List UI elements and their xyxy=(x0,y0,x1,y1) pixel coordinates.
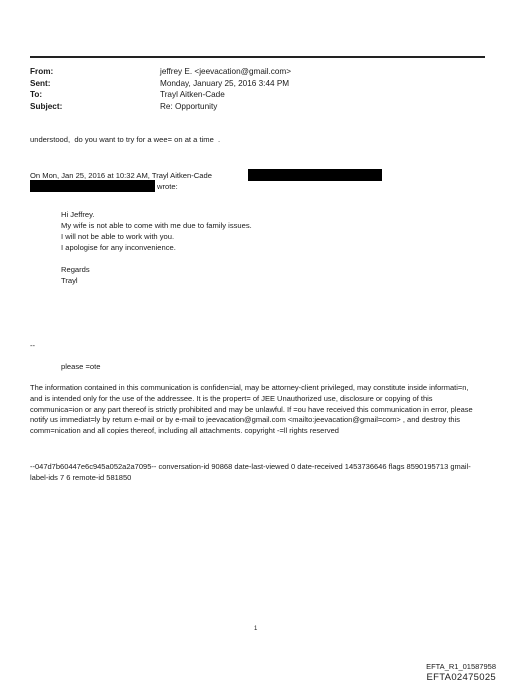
to-value: Trayl Aitken-Cade xyxy=(160,90,225,99)
sent-row xyxy=(30,78,291,90)
redaction-box xyxy=(30,180,155,192)
please-note: please =ote xyxy=(61,362,101,371)
email-header xyxy=(30,66,291,112)
reply-text: understood, do you want to try for a wee= on at a time . xyxy=(30,135,221,144)
subject-value: Re: Opportunity xyxy=(160,101,218,111)
quoted-line: I will not be able to work with you. xyxy=(61,232,175,241)
document-id-secondary: EFTA02475025 xyxy=(426,672,496,683)
quoted-line: Hi Jeffrey. xyxy=(61,210,95,219)
subject-label: Subject: xyxy=(30,101,63,111)
from-row xyxy=(30,66,291,78)
confidentiality-disclaimer: The information contained in this communication is confiden=ial, may be attorney-client privileged, may constitute inside informati=n, and is intended only for the use of the addressee. It is the propert= of JEE Unauthorized use, disclosure or copying of this communica=ion or any part thereof is strictly prohibited and may be unlawful. If =ou have received this communication in error, please notify us immediat=ly by return e-mail or by e-mail to jeevacation@gmail.com <mailto:jeevacation@gmail=com> , and destroy this comm=nication and all copies thereof, including all attachments. copyright -=ll rights reserved xyxy=(30,383,473,436)
quoted-line: Regards xyxy=(61,265,90,274)
to-label: To: xyxy=(30,90,43,99)
quoted-line: Trayl xyxy=(61,276,78,285)
message-metadata: --047d7b60447e6c945a052a2a7095-- conversation-id 90868 date-last-viewed 0 date-received 1453736646 flags 8590195713 gmail-label-ids 7 6 remote-id 581850 xyxy=(30,462,471,482)
header-rule xyxy=(30,56,485,58)
subject-row xyxy=(30,101,291,113)
quoted-message xyxy=(61,209,252,286)
document-id-primary: EFTA_R1_01587958 xyxy=(426,662,496,671)
page-number: 1 xyxy=(254,626,258,632)
signature-dashes: -- xyxy=(30,341,36,350)
redaction-box xyxy=(248,169,382,181)
to-row xyxy=(30,89,291,101)
sent-value: Monday, January 25, 2016 3:44 PM xyxy=(160,78,290,88)
quote-intro: On Mon, Jan 25, 2016 at 10:32 AM, Trayl Aitken-Cade xyxy=(30,171,212,180)
quoted-line: My wife is not able to come with me due to family issues. xyxy=(61,221,252,230)
from-label: From: xyxy=(30,67,54,76)
sent-label: Sent: xyxy=(30,78,51,88)
quoted-line xyxy=(61,253,252,264)
quote-wrote: wrote: xyxy=(157,182,178,191)
quoted-line: I apologise for any inconvenience. xyxy=(61,243,176,252)
from-value: jeffrey E. <jeevacation@gmail.com> xyxy=(160,67,292,76)
